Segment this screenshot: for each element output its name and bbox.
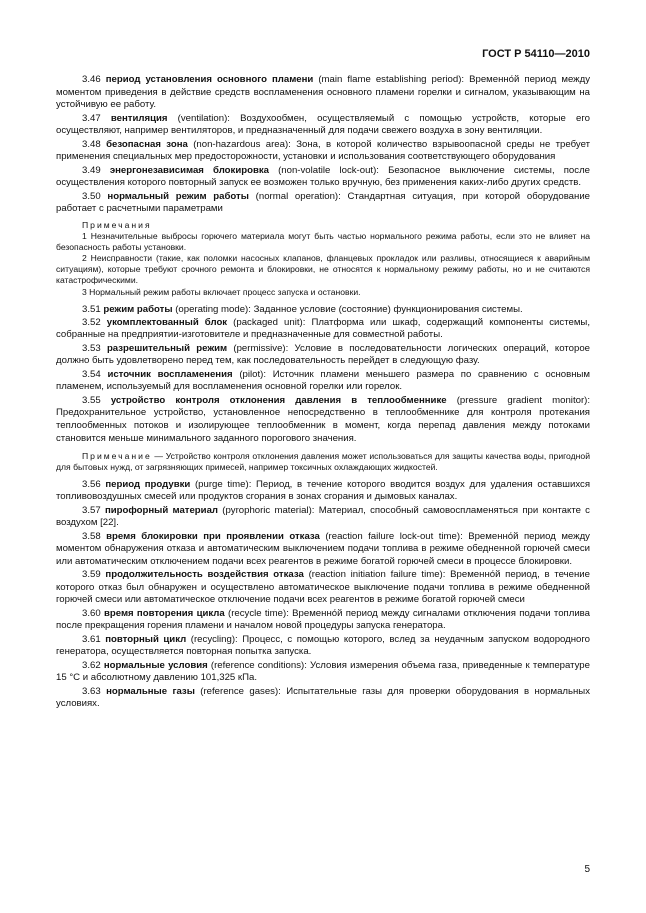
definition-number: 3.60 xyxy=(82,607,101,619)
definition-item xyxy=(56,74,590,112)
definition-number: 3.50 xyxy=(82,190,101,202)
definition-item xyxy=(56,660,590,685)
definition-number: 3.54 xyxy=(82,368,101,380)
definition-text: (packaged unit): Платформа или шкаф, содержащий компоненты системы, собранные на предприятии-изготовителе и предназначенные для совместной работы. xyxy=(56,316,590,341)
notes-title: Примечания xyxy=(82,219,152,230)
definition-text: (operating mode): Заданное условие (состояние) функционирования системы. xyxy=(172,303,523,315)
definition-term: вентиляция xyxy=(110,112,168,124)
note-item: 2 Неисправности (такие, как поломки насосных клапанов, фланцевых прокладок или разливы, относящиеся к аварийным ситуациям), которые требуют срочного ремонта и блокировки, не относятся к нормальному режиму работы, но и не считаются катастрофическими. xyxy=(56,253,590,285)
definitions-section-2 xyxy=(56,304,590,446)
notes-list xyxy=(56,231,590,298)
definition-item xyxy=(56,505,590,530)
definition-term: время повторения цикла xyxy=(103,607,225,619)
definition-term: продолжительность воздействия отказа xyxy=(105,569,304,581)
definition-item xyxy=(56,317,590,342)
definition-term: источник воспламенения xyxy=(107,368,233,380)
definition-term: нормальные условия xyxy=(103,659,208,671)
definition-item xyxy=(56,139,590,164)
definition-text: (normal operation): Стандартная ситуация, при которой оборудование работает с расчетными параметрами xyxy=(56,190,591,215)
definition-item xyxy=(56,634,590,659)
definition-text: (pyrophoric material): Материал, способный самовоспламеняться при контакте с воздухом [22]. xyxy=(56,504,590,529)
definition-item xyxy=(56,686,590,711)
definition-term: нормальные газы xyxy=(106,685,195,697)
definitions-section-1 xyxy=(56,74,590,216)
note-label: Примечание xyxy=(82,451,152,462)
definition-term: энергонезависимая блокировка xyxy=(109,164,269,176)
note-text: — Устройство контроля отклонения давления может использоваться для защиты качества воды, пригодной для бытовых нужд, от загрязняющих примесей, например токсичных охлаждающих жидкостей. xyxy=(56,451,590,472)
definition-text: (purge time): Период, в течение которого вводится воздух для удаления оставшихся топливовоздушных смесей или продуктов сгорания в зонах сгорания и дымовых каналах. xyxy=(56,478,591,503)
definition-number: 3.59 xyxy=(82,569,101,581)
definition-term: повторный цикл xyxy=(105,633,187,645)
definition-text: (recycling): Процесс, с помощью которого, вслед за неудачным запуском водородного генератора, осуществляется повторная попытка запуска. xyxy=(56,633,591,658)
definition-number: 3.61 xyxy=(82,633,101,645)
definition-text: (non-volatile lock-out): Безопасное выключение системы, после осуществления которого повторный запуск ее возможен только вручную, без применения каких-либо других средств. xyxy=(56,164,590,189)
definition-term: укомплектованный блок xyxy=(106,316,228,328)
definition-number: 3.63 xyxy=(82,685,101,697)
definition-text: (main flame establishing period): Временно́й период между моментом приведения в действие средств воспламенения основного пламени горелки и сигналом, указывающим на устойчивую ее работу. xyxy=(56,74,590,111)
definition-item xyxy=(56,369,590,394)
note-item: 3 Нормальный режим работы включает процесс запуска и остановки. xyxy=(82,286,361,297)
definition-term: период установления основного пламени xyxy=(105,74,314,85)
definition-text: (reaction initiation failure time): Временно́й период, в течение которого отказ был обнаружен и осуществлено автоматическое выключение подачи топлива в режиме обедненной горючей смеси или автоматическое отключение подачи всех реагентов в режиме богатой горючей смеси xyxy=(56,569,590,606)
definition-text: (ventilation): Воздухообмен, осуществляемый с помощью устройств, которые его осуществляют, например вентиляторов, и предназначенный для подачи свежего воздуха в зону вентиляции. xyxy=(56,112,590,137)
definitions-section-3 xyxy=(56,479,590,711)
definition-number: 3.56 xyxy=(82,478,101,490)
note-pressure-monitor xyxy=(56,451,590,473)
definition-text: (reference gases): Испытательные газы для проверки оборудования в нормальных условиях. xyxy=(56,685,590,710)
definition-number: 3.51 xyxy=(82,303,101,315)
definition-text: (reaction failure lock-out time): Временно́й период между моментом обнаружения отказа и автоматическим выключением подачи топлива в режиме обедненной горючей смеси или автоматическим отключением подачи всех реагентов в режиме богатой горючей смеси в процессе блокировки. xyxy=(56,530,590,567)
definition-text: (recycle time): Временно́й период между сигналами отключения подачи топлива после прекращения горения пламени и началом новой процедуры запуска генератора. xyxy=(56,607,591,632)
definition-term: режим работы xyxy=(103,303,173,315)
definition-text: (pilot): Источник пламени меньшего размера по сравнению с основным пламенем, используемый для воспламенения основной горелки или горелок. xyxy=(56,368,591,393)
definition-number: 3.62 xyxy=(82,659,101,671)
definition-item xyxy=(56,304,590,317)
definition-item xyxy=(56,608,590,633)
definition-number: 3.46 xyxy=(82,74,101,85)
definition-term: пирофорный материал xyxy=(104,504,218,516)
definition-item xyxy=(56,191,590,216)
definition-item xyxy=(56,165,590,190)
definition-number: 3.47 xyxy=(82,112,101,124)
definition-term: время блокировки при проявлении отказа xyxy=(106,530,320,542)
definition-number: 3.58 xyxy=(82,530,101,542)
definition-text: (pressure gradient monitor): Предохранительное устройство, установленное непосредственно в теплообменнике для контроля протекания теплообменных потоков и изолирующее теплообменник в момент, когда перепад давления между потоками становится меньше минимального заданного порогового значения. xyxy=(56,394,590,444)
definition-term: период продувки xyxy=(105,478,191,490)
note-item: 1 Незначительные выбросы горючего материала могут быть частью нормального режима работы, если это не влияет на безопасность работы установки. xyxy=(56,230,590,252)
definition-term: нормальный режим работы xyxy=(107,190,249,202)
definition-term: безопасная зона xyxy=(106,138,188,150)
definition-term: разрешительный режим xyxy=(106,342,228,354)
definition-number: 3.55 xyxy=(82,394,101,406)
definition-item xyxy=(56,569,590,607)
definition-item xyxy=(56,479,590,504)
definition-text: (reference conditions): Условия измерения объема газа, приведенные к температуре 15 °С и абсолютному давлению 101,325 кПа. xyxy=(56,659,590,684)
definition-text: (non-hazardous area): Зона, в которой количество взрывоопасной среды не требует применения специальных мер предосторожности, установки и использования соответствующего оборудования xyxy=(56,138,591,163)
definition-item xyxy=(56,395,590,445)
definition-number: 3.57 xyxy=(82,504,101,516)
definition-term: устройство контроля отклонения давления в теплообменнике xyxy=(110,394,447,406)
definition-number: 3.48 xyxy=(82,138,101,150)
document-body xyxy=(56,74,590,712)
definition-item xyxy=(56,531,590,569)
definition-number: 3.49 xyxy=(82,164,101,176)
page-number: 5 xyxy=(584,864,590,875)
definition-number: 3.53 xyxy=(82,342,101,354)
definition-item xyxy=(56,343,590,368)
definition-item xyxy=(56,113,590,138)
standard-header: ГОСТ Р 54110—2010 xyxy=(482,48,590,60)
definition-text: (permissive): Условие в последовательности логических операций, которое должно быть удовлетворено перед тем, как последовательность перейдет в следующую фазу. xyxy=(56,342,590,367)
definition-number: 3.52 xyxy=(82,316,101,328)
